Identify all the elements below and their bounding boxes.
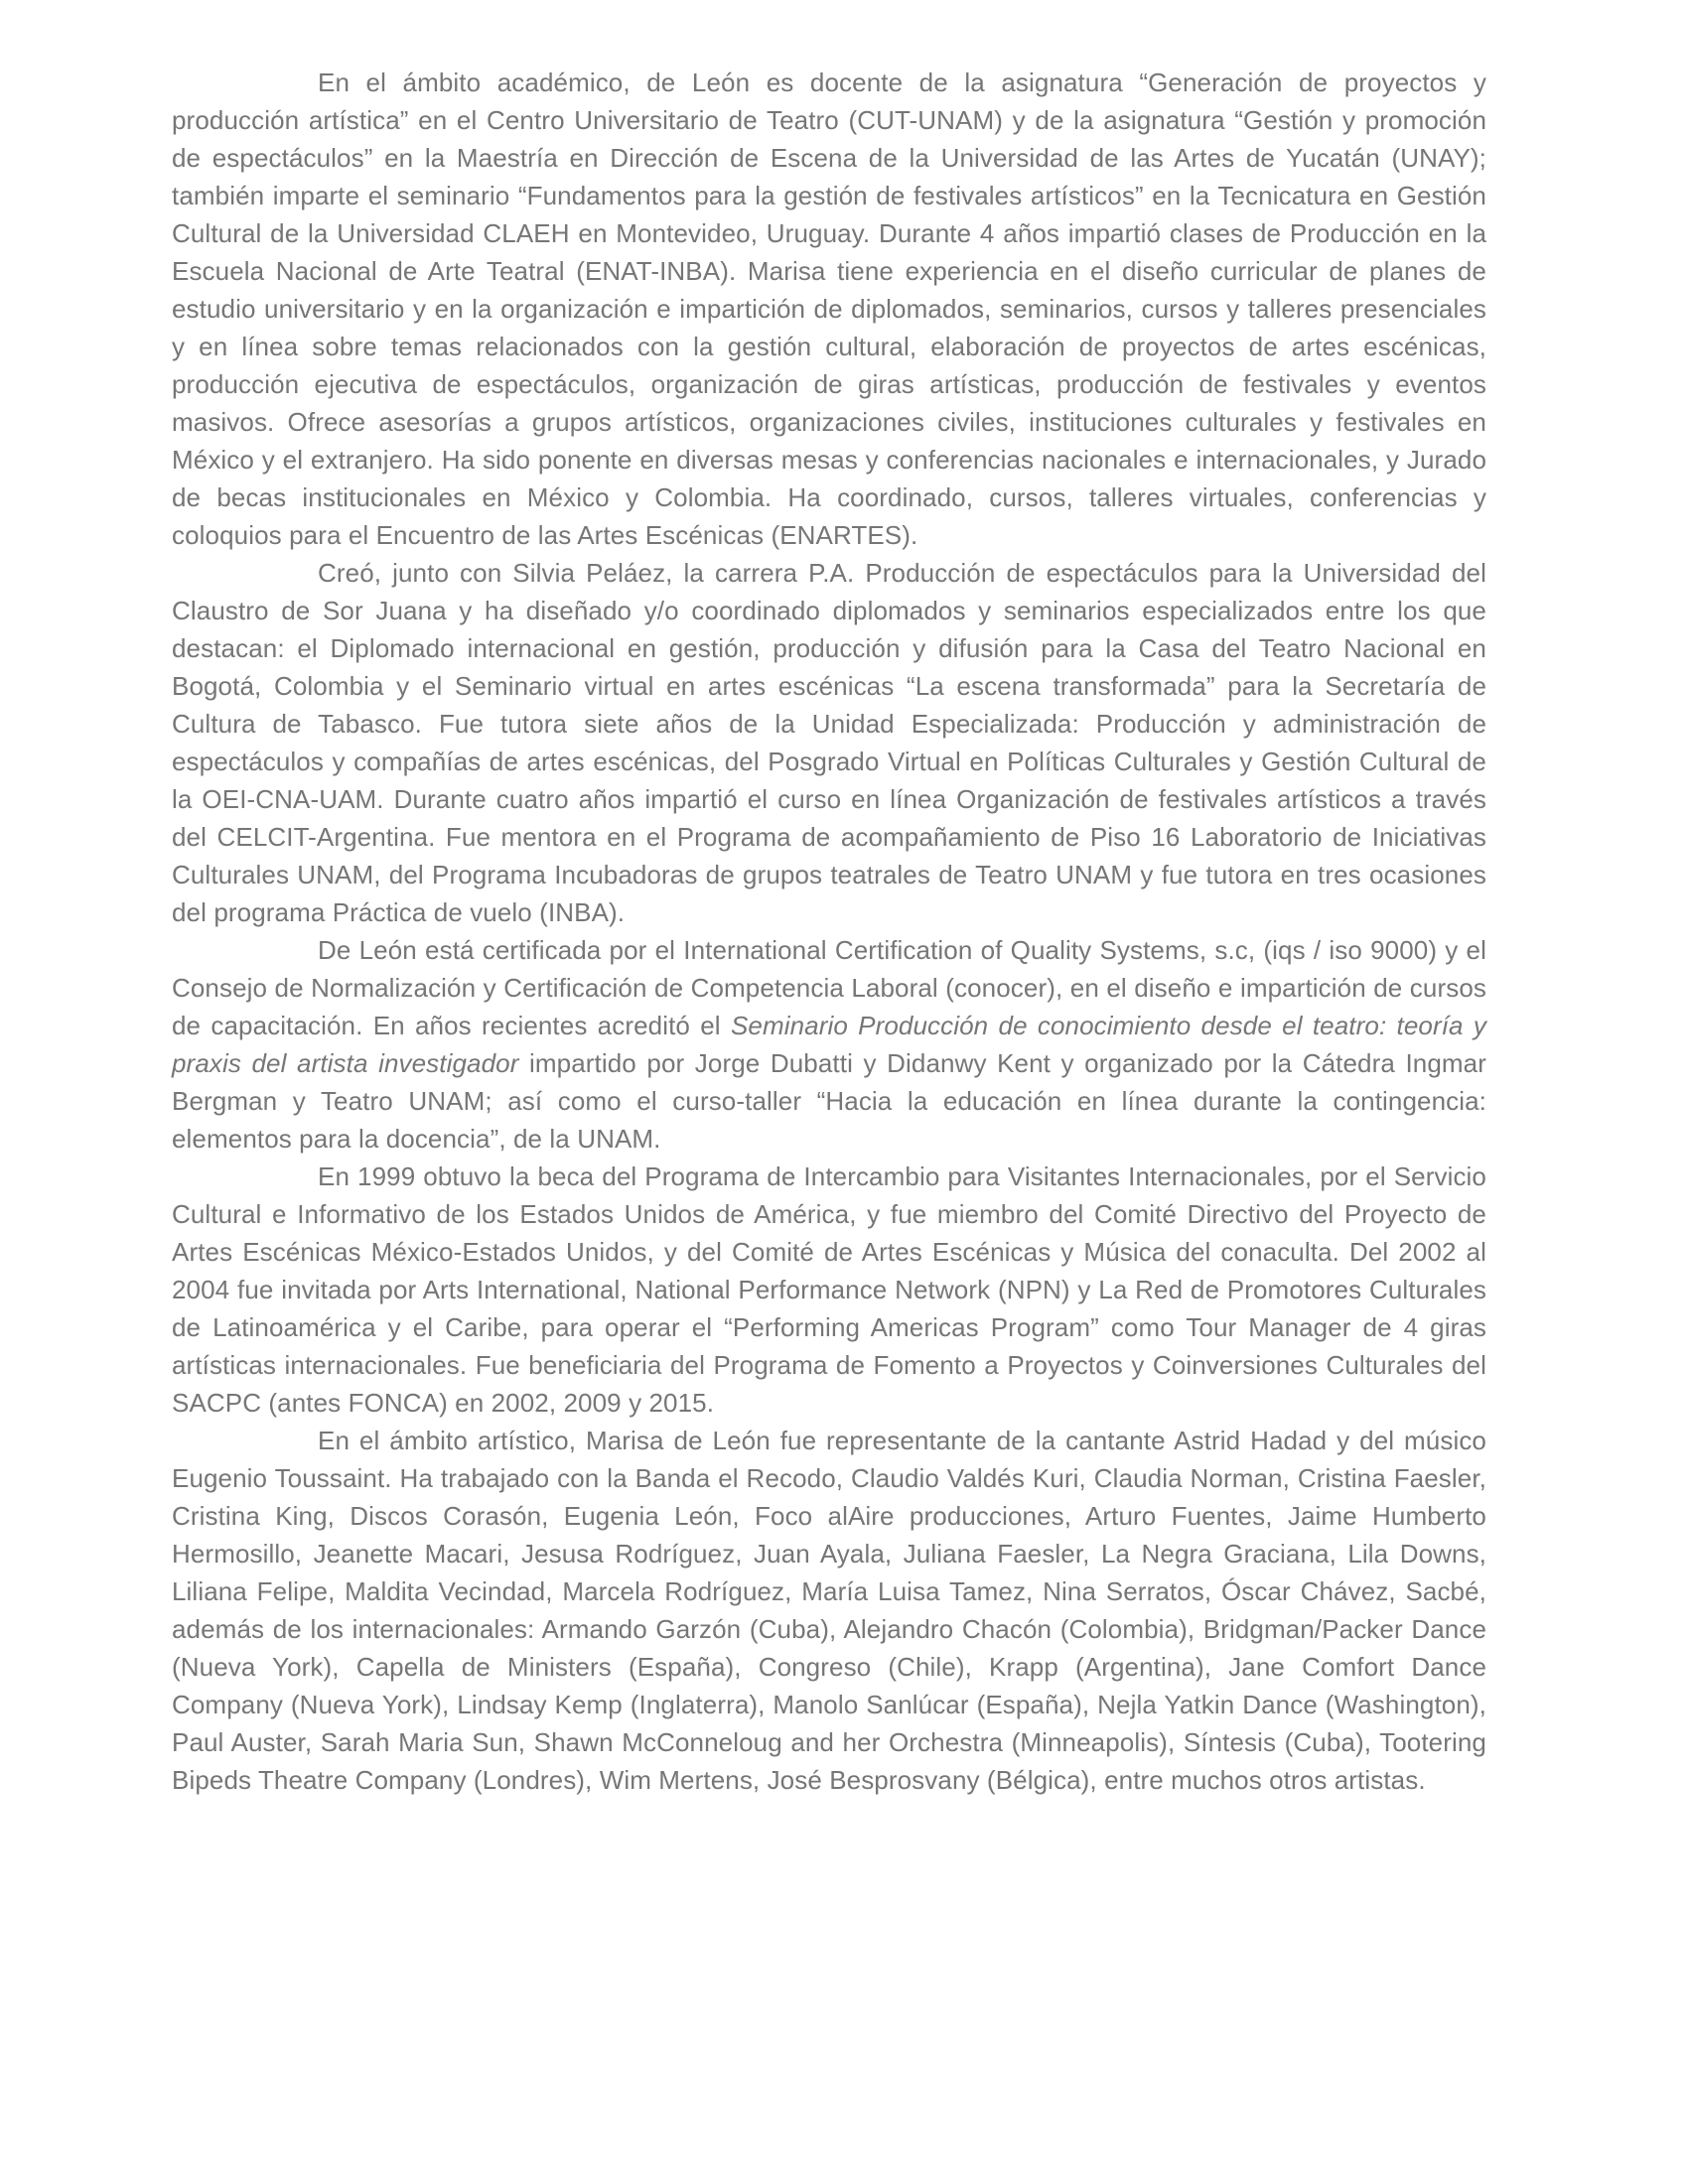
paragraph-beca-1999 [172,1158,1486,1422]
paragraph-ambito-artistico [172,1422,1486,1799]
paragraph-ambito-artistico-text: En el ámbito artístico, Marisa de León fue representante de la cantante Astrid Hadad y del músico Eugenio Toussaint. Ha trabajado con la Banda el Recodo, Claudio Valdés Kuri, Claudia Norman, Cristina Faesler, Cristina King, Discos Corasón, Eugenia León, Foco alAire producciones, Arturo Fuentes, Jaime Humberto Hermosillo, Jeanette Macari, Jesusa Rodríguez, Juan Ayala, Juliana Faesler, La Negra Graciana, Lila Downs, Liliana Felipe, Maldita Vecindad, Marcela Rodríguez, María Luisa Tamez, Nina Serratos, Óscar Chávez, Sacbé, además de los internacionales: Armando Garzón (Cuba), Alejandro Chacón (Colombia), Bridgman/Packer Dance (Nueva York), Capella de Ministers (España), Congreso (Chile), Krapp (Argentina), Jane Comfort Dance Company (Nueva York), Lindsay Kemp (Inglaterra), Manolo Sanlúcar (España), Nejla Yatkin Dance (Washington), Paul Auster, Sarah Maria Sun, Shawn McConneloug and her Orchestra (Minneapolis), Síntesis (Cuba), Tootering Bipeds Theatre Company (Londres), Wim Mertens, José Besprosvany (Bélgica), entre muchos otros artistas. [172,1426,1486,1795]
paragraph-certificaciones-text-lead: De León está certificada por el International Certification of Quality Systems, s.c, (iqs / iso 9000) y el Consejo de Normalización y Certificación de Competencia Laboral (conocer), en el diseño e impartición de cursos de capacitación. En años recientes acreditó el [172,935,1486,1040]
paragraph-ambito-academico [172,64,1486,554]
paragraph-certificaciones [172,931,1486,1158]
paragraph-certificaciones-seminar-title-italic: Seminario Producción de conocimiento desde el teatro: teoría y praxis del artista investigador [172,1011,1486,1078]
paragraph-beca-1999-text: En 1999 obtuvo la beca del Programa de Intercambio para Visitantes Internacionales, por el Servicio Cultural e Informativo de los Estados Unidos de América, y fue miembro del Comité Directivo del Proyecto de Artes Escénicas México-Estados Unidos, y del Comité de Artes Escénicas y Música del conaculta. Del 2002 al 2004 fue invitada por Arts International, National Performance Network (NPN) y La Red de Promotores Culturales de Latinoamérica y el Caribe, para operar el “Performing Americas Program” como Tour Manager de 4 giras artísticas internacionales. Fue beneficiaria del Programa de Fomento a Proyectos y Coinversiones Culturales del SACPC (antes FONCA) en 2002, 2009 y 2015. [172,1161,1486,1418]
document-page [172,64,1486,1799]
paragraph-carrera-claustro [172,554,1486,931]
paragraph-certificaciones-text-tail: impartido por Jorge Dubatti y Didanwy Kent y organizado por la Cátedra Ingmar Bergman y Teatro UNAM; así como el curso-taller “Hacia la educación en línea durante la contingencia: elementos para la docencia”, de la UNAM. [172,1048,1486,1154]
paragraph-ambito-academico-text: En el ámbito académico, de León es docente de la asignatura “Generación de proyectos y producción artística” en el Centro Universitario de Teatro (CUT-UNAM) y de la asignatura “Gestión y promoción de espectáculos” en la Maestría en Dirección de Escena de la Universidad de las Artes de Yucatán (UNAY); también imparte el seminario “Fundamentos para la gestión de festivales artísticos” en la Tecnicatura en Gestión Cultural de la Universidad CLAEH en Montevideo, Uruguay. Durante 4 años impartió clases de Producción en la Escuela Nacional de Arte Teatral (ENAT-INBA). Marisa tiene experiencia en el diseño curricular de planes de estudio universitario y en la organización e impartición de diplomados, seminarios, cursos y talleres presenciales y en línea sobre temas relacionados con la gestión cultural, elaboración de proyectos de artes escénicas, producción ejecutiva de espectáculos, organización de giras artísticas, producción de festivales y eventos masivos. Ofrece asesorías a grupos artísticos, organizaciones civiles, instituciones culturales y festivales en México y el extranjero. Ha sido ponente en diversas mesas y conferencias nacionales e internacionales, y Jurado de becas institucionales en México y Colombia. Ha coordinado, cursos, talleres virtuales, conferencias y coloquios para el Encuentro de las Artes Escénicas (ENARTES). [172,68,1486,550]
paragraph-carrera-claustro-text: Creó, junto con Silvia Peláez, la carrera P.A. Producción de espectáculos para la Universidad del Claustro de Sor Juana y ha diseñado y/o coordinado diplomados y seminarios especializados entre los que destacan: el Diplomado internacional en gestión, producción y difusión para la Casa del Teatro Nacional en Bogotá, Colombia y el Seminario virtual en artes escénicas “La escena transformada” para la Secretaría de Cultura de Tabasco. Fue tutora siete años de la Unidad Especializada: Producción y administración de espectáculos y compañías de artes escénicas, del Posgrado Virtual en Políticas Culturales y Gestión Cultural de la OEI-CNA-UAM. Durante cuatro años impartió el curso en línea Organización de festivales artísticos a través del CELCIT-Argentina. Fue mentora en el Programa de acompañamiento de Piso 16 Laboratorio de Iniciativas Culturales UNAM, del Programa Incubadoras de grupos teatrales de Teatro UNAM y fue tutora en tres ocasiones del programa Práctica de vuelo (INBA). [172,558,1486,927]
